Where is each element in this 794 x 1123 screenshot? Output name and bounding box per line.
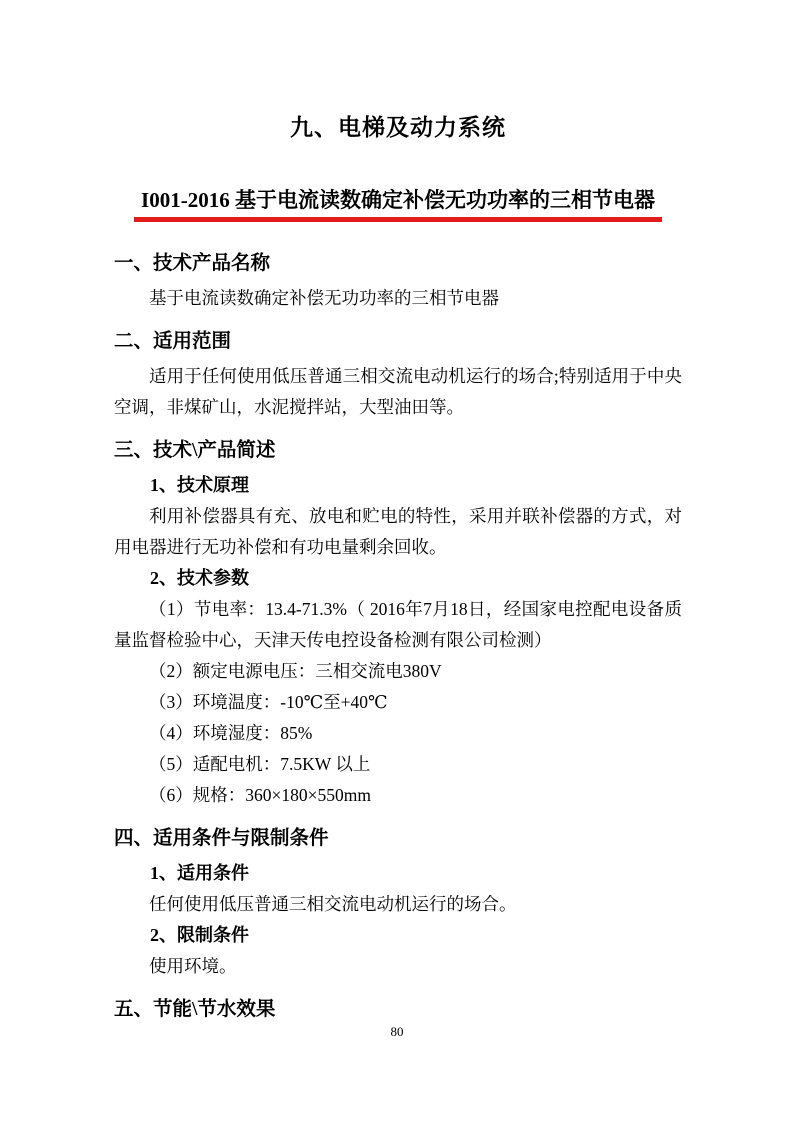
subsection-heading-3-2: 2、技术参数: [150, 568, 249, 588]
subsection-4-1-body: 任何使用低压普通三相交流电动机运行的场合。: [149, 894, 517, 914]
subsection-4-2-body: 使用环境。: [149, 956, 237, 976]
subsection-3-1-body: 利用补偿器具有充、放电和贮电的特性，采用并联补偿器的方式，对用电器进行无功补偿和有功电量剩余回收。: [114, 506, 682, 557]
page-title: 九、电梯及动力系统: [290, 115, 506, 140]
tech-param-item-5: （5）适配电机：7.5KW 以上: [149, 754, 371, 774]
doc-code-title: I001-2016 基于电流读数确定补偿无功功率的三相节电器: [134, 186, 662, 222]
subsection-heading-4-1: 1、适用条件: [150, 863, 249, 883]
tech-param-item-6: （6）规格：360×180×550mm: [149, 785, 371, 805]
section-2-body: 适用于任何使用低压普通三相交流电动机运行的场合;特别适用于中央空调，非煤矿山，水泥搅拌站，大型油田等。: [114, 366, 682, 417]
tech-param-item-1: （1）节电率：13.4-71.3%（ 2016年7月18日，经国家电控配电设备质量监督检验中心，天津天传电控设备检测有限公司检测）: [114, 599, 682, 650]
doc-title-line: [114, 186, 682, 222]
page-number: 80: [390, 1024, 404, 1039]
tech-param-item-2: （2）额定电源电压：三相交流电380V: [149, 661, 442, 681]
section-heading-4: 四、适用条件与限制条件: [114, 828, 329, 849]
subsection-heading-3-1: 1、技术原理: [150, 475, 249, 495]
section-1-body: 基于电流读数确定补偿无功功率的三相节电器: [149, 288, 499, 308]
tech-param-item-4: （4）环境湿度：85%: [149, 723, 313, 743]
section-heading-1: 一、技术产品名称: [114, 253, 271, 274]
section-heading-2: 二、适用范围: [114, 331, 232, 352]
tech-param-item-3: （3）环境温度：-10℃至+40℃: [149, 692, 388, 712]
section-heading-5: 五、节能\节水效果: [114, 999, 276, 1020]
subsection-heading-4-2: 2、限制条件: [150, 925, 249, 945]
section-heading-3: 三、技术\产品简述: [114, 440, 276, 461]
